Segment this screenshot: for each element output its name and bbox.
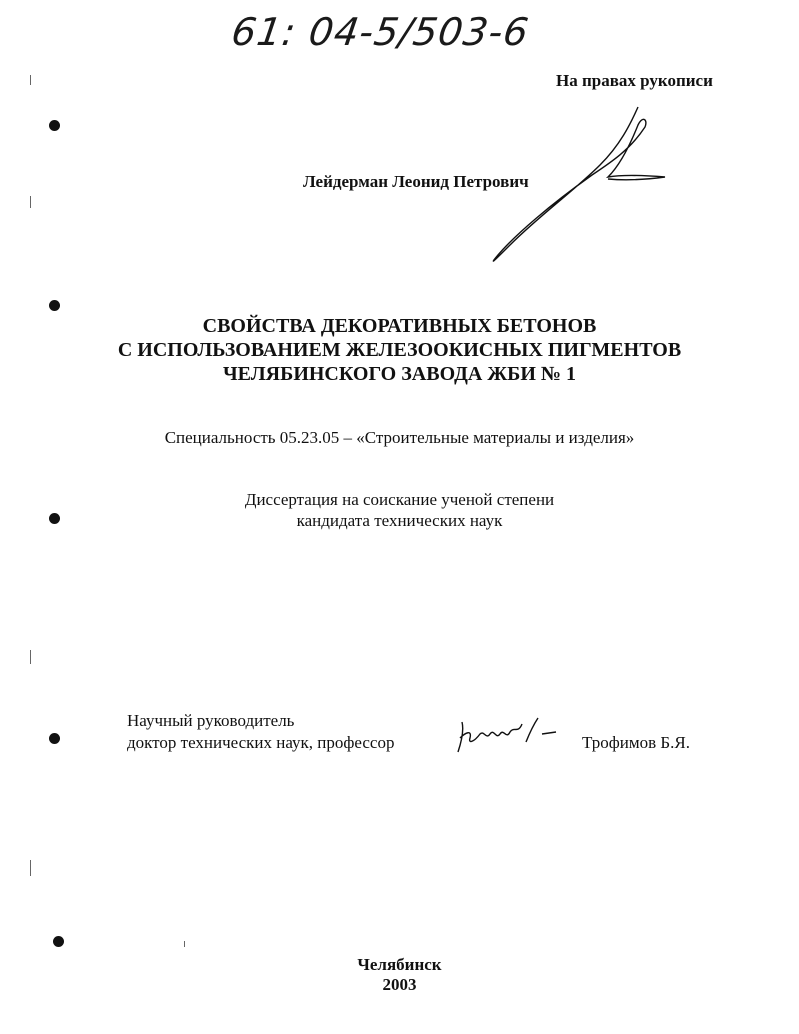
rights-note: На правах рукописи bbox=[556, 71, 713, 90]
scan-mark bbox=[30, 75, 31, 85]
scan-mark bbox=[30, 860, 31, 876]
thesis-title bbox=[0, 314, 799, 386]
author-name: Лейдерман Леонид Петрович bbox=[303, 172, 529, 191]
punch-hole bbox=[49, 300, 60, 311]
title-line: С ИСПОЛЬЗОВАНИЕМ ЖЕЛЕЗООКИСНЫХ ПИГМЕНТОВ bbox=[117, 339, 682, 361]
scan-mark bbox=[30, 196, 31, 208]
scan-mark bbox=[184, 941, 185, 947]
punch-hole bbox=[49, 513, 60, 524]
supervisor-name: Трофимов Б.Я. bbox=[582, 733, 690, 752]
year: 2003 bbox=[382, 975, 417, 994]
author-signature bbox=[480, 95, 680, 270]
degree-line: Диссертация на соискание ученой степени bbox=[244, 490, 555, 509]
archive-code: 61: 04-5/503-6 bbox=[228, 10, 532, 54]
title-line: СВОЙСТВА ДЕКОРАТИВНЫХ БЕТОНОВ bbox=[202, 315, 597, 337]
punch-hole bbox=[49, 120, 60, 131]
title-line: ЧЕЛЯБИНСКОГО ЗАВОДА ЖБИ № 1 bbox=[223, 363, 576, 385]
scan-mark bbox=[30, 650, 31, 664]
degree-line: кандидата технических наук bbox=[296, 511, 503, 530]
punch-hole bbox=[53, 936, 64, 947]
punch-hole bbox=[49, 733, 60, 744]
specialty: Специальность 05.23.05 – «Строительные материалы и изделия» bbox=[164, 428, 635, 447]
supervisor-signature bbox=[452, 712, 562, 762]
supervisor-title: доктор технических наук, профессор bbox=[127, 733, 395, 752]
city: Челябинск bbox=[357, 955, 442, 974]
degree bbox=[0, 489, 799, 531]
supervisor-role: Научный руководитель bbox=[127, 711, 295, 730]
